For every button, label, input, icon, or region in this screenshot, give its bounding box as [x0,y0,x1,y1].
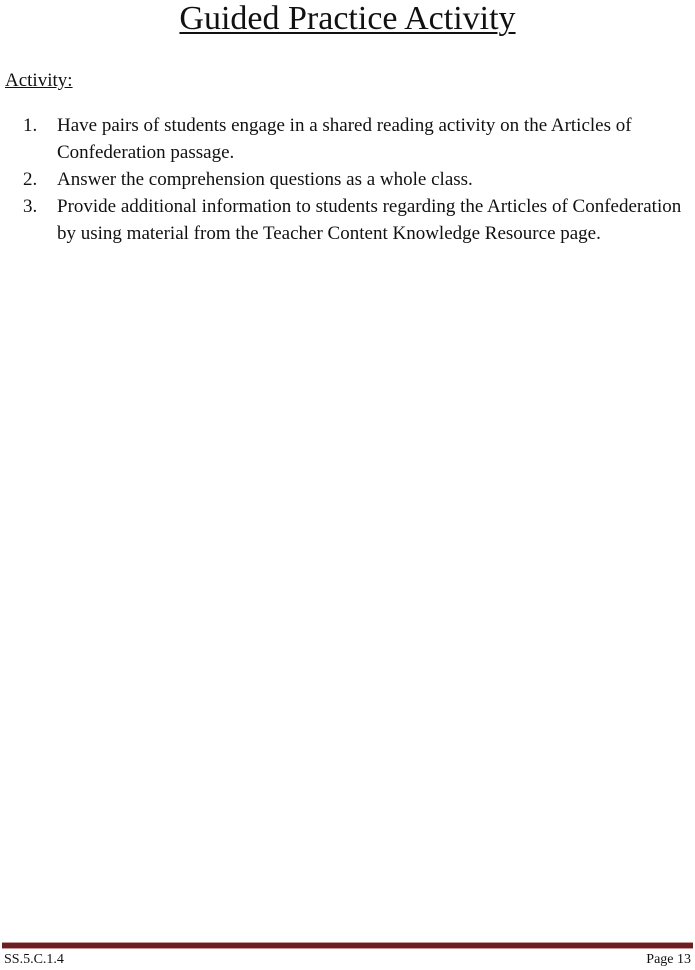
list-item [0,112,695,166]
page-title-text: Guided Practice Activity [179,0,516,37]
activity-section-label: Activity: [5,70,73,91]
list-item-text: Provide additional information to students regarding the Articles of Confederation by using material from the Teacher Content Knowledge Resource page. [57,196,682,244]
list-item [0,193,695,247]
list-item [0,166,695,193]
list-item-number: 3. [23,196,38,217]
footer-standard-code: SS.5.C.1.4 [4,952,64,967]
list-item-text: Answer the comprehension questions as a whole class. [57,169,473,190]
page-title [0,0,695,38]
list-item-text: Have pairs of students engage in a shared reading activity on the Articles of Confederation passage. [57,115,632,163]
list-item-number: 2. [23,169,38,190]
list-item-number: 1. [23,115,38,136]
footer-page-number: Page 13 [646,952,691,967]
activity-steps-list [0,112,695,247]
footer-divider-thin-bottom [2,948,693,949]
